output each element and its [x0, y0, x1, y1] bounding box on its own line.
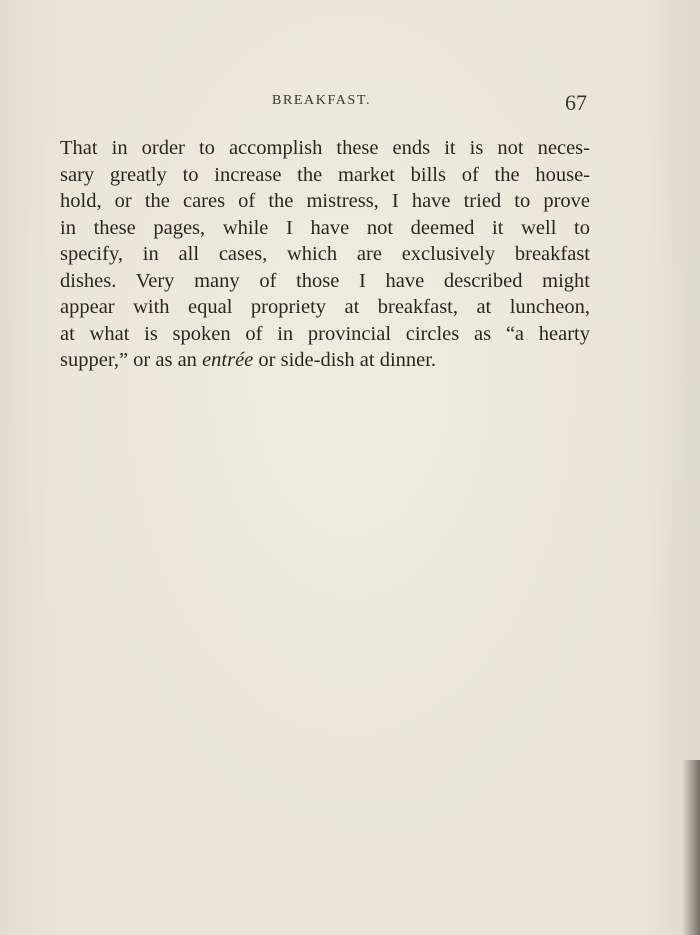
text-line: in these pages, while I have not deemed it well to — [60, 216, 590, 239]
running-head: BREAKFAST. — [272, 93, 372, 108]
body-paragraph — [60, 135, 590, 374]
page-edge-shadow — [682, 760, 700, 935]
text-line: specify, in all cases, which are exclusively breakfast — [60, 243, 590, 265]
page-number: 67 — [565, 90, 587, 115]
text-line: dishes. Very many of those I have described might — [60, 269, 590, 292]
final-line-end: or side-dish at dinner. — [253, 349, 437, 371]
text-line: sary greatly to increase the market bills of the house- — [60, 163, 590, 186]
text-line: hold, or the cares of the mistress, I have tried to prove — [60, 190, 590, 212]
final-line-start: supper,” or as an — [60, 349, 203, 371]
text-line: That in order to accomplish these ends it is not neces- — [60, 137, 590, 159]
italic-word: entrée — [202, 349, 254, 371]
text-line-final — [60, 347, 590, 374]
text-line: appear with equal propriety at breakfast, at luncheon, — [60, 296, 590, 318]
text-line: at what is spoken of in provincial circles as “a hearty — [60, 322, 590, 345]
